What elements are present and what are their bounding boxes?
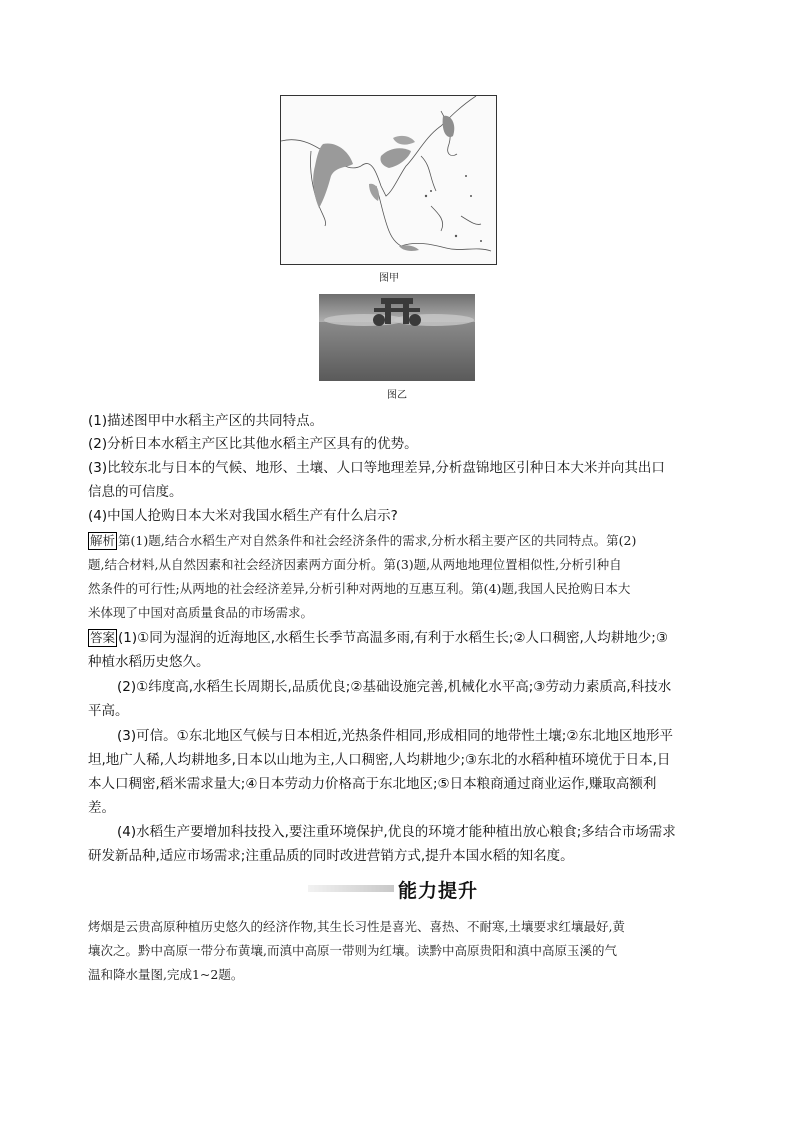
photo-caption: 图乙: [387, 390, 407, 401]
answer-line-10: 研发新品种,适应市场需求;注重品质的同时改进营销方式,提升本国水稻的知名度。: [88, 848, 574, 864]
answer-line-7: 本人口稠密,稻米需求量大;④日本劳动力价格高于东北地区;⑤日本粮商通过商业运作,赚取高额利: [88, 776, 657, 792]
passage-line-1: 烤烟是云贵高原种植历史悠久的经济作物,其生长习性是喜光、喜热、不耐寒,土壤要求红壤最好,黄: [88, 919, 625, 934]
answer-line-5: (3)可信。①东北地区气候与日本相近,光热条件相同,形成相同的地带性土壤;②东北地区地形平: [117, 728, 673, 744]
rice-region-japan: [443, 116, 455, 137]
question-3-continued: 信息的可信度。: [88, 484, 183, 500]
map-graphic: [281, 96, 496, 264]
rice-region-south-asia: [313, 143, 353, 208]
photo-graphic: [319, 294, 475, 381]
analysis-text: 第(1)题,结合水稻生产对自然条件和社会经济条件的需求,分析水稻主要产区的共同特点。第(2): [118, 533, 637, 548]
question-1: (1)描述图甲中水稻主产区的共同特点。: [88, 413, 324, 429]
question-2: (2)分析日本水稻主产区比其他水稻主产区具有的优势。: [88, 436, 418, 452]
rice-regions-map: [280, 95, 497, 265]
analysis-line-3: 然条件的可行性;从两地的社会经济差异,分析引种对两地的互惠互利。第(4)题,我国人民抢购日本大: [88, 581, 631, 596]
map-caption: 图甲: [379, 273, 399, 284]
analysis-tag: 解析: [90, 533, 116, 548]
answer-line-6: 坦,地广人稀,人均耕地多,日本以山地为主,人口稠密,人均耕地少;③东北的水稻种植环境优于日本,日: [88, 752, 671, 768]
answer-line-4: 平高。: [88, 703, 129, 719]
section-bar-decoration: [308, 885, 394, 892]
answer-line-3: (2)①纬度高,水稻生长周期长,品质优良;②基础设施完善,机械化水平高;③劳动力素质高,科技水: [117, 679, 672, 695]
answer-line-8: 差。: [88, 800, 115, 816]
analysis-line-1: [88, 530, 636, 552]
passage-line-2: 壤次之。黔中高原一带分布黄壤,而滇中高原一带则为红壤。读黔中高原贵阳和滇中高原玉溪的气: [88, 943, 617, 958]
passage-line-3: 温和降水量图,完成1~2题。: [88, 967, 244, 982]
question-3: (3)比较东北与日本的气候、地形、土壤、人口等地理差异,分析盘锦地区引种日本大米并向其出口: [88, 460, 665, 476]
analysis-line-2: 题,结合材料,从自然因素和社会经济因素两方面分析。第(3)题,从两地地理位置相似性,分析引种自: [88, 557, 622, 572]
rice-region-southeast-asia: [369, 184, 379, 201]
answer-line-1: [88, 627, 668, 649]
section-title: 能力提升: [398, 880, 479, 902]
answer-line-9: (4)水稻生产要增加科技投入,要注重环境保护,优良的环境才能种植出放心粮食;多结合市场需求: [117, 824, 676, 840]
answer-tag: 答案: [90, 630, 116, 645]
question-4: (4)中国人抢购日本大米对我国水稻生产有什么启示?: [88, 508, 398, 524]
farm-field-photo: [319, 294, 475, 381]
answer-line-2: 种植水稻历史悠久。: [88, 654, 210, 670]
analysis-line-4: 米体现了中国对高质量食品的市场需求。: [88, 605, 314, 620]
rice-region-north-china: [393, 136, 415, 145]
answer-text: (1)①同为湿润的近海地区,水稻生长季节高温多雨,有利于水稻生长;②人口稠密,人均耕地少;③: [118, 630, 668, 646]
rice-region-java: [399, 245, 419, 251]
